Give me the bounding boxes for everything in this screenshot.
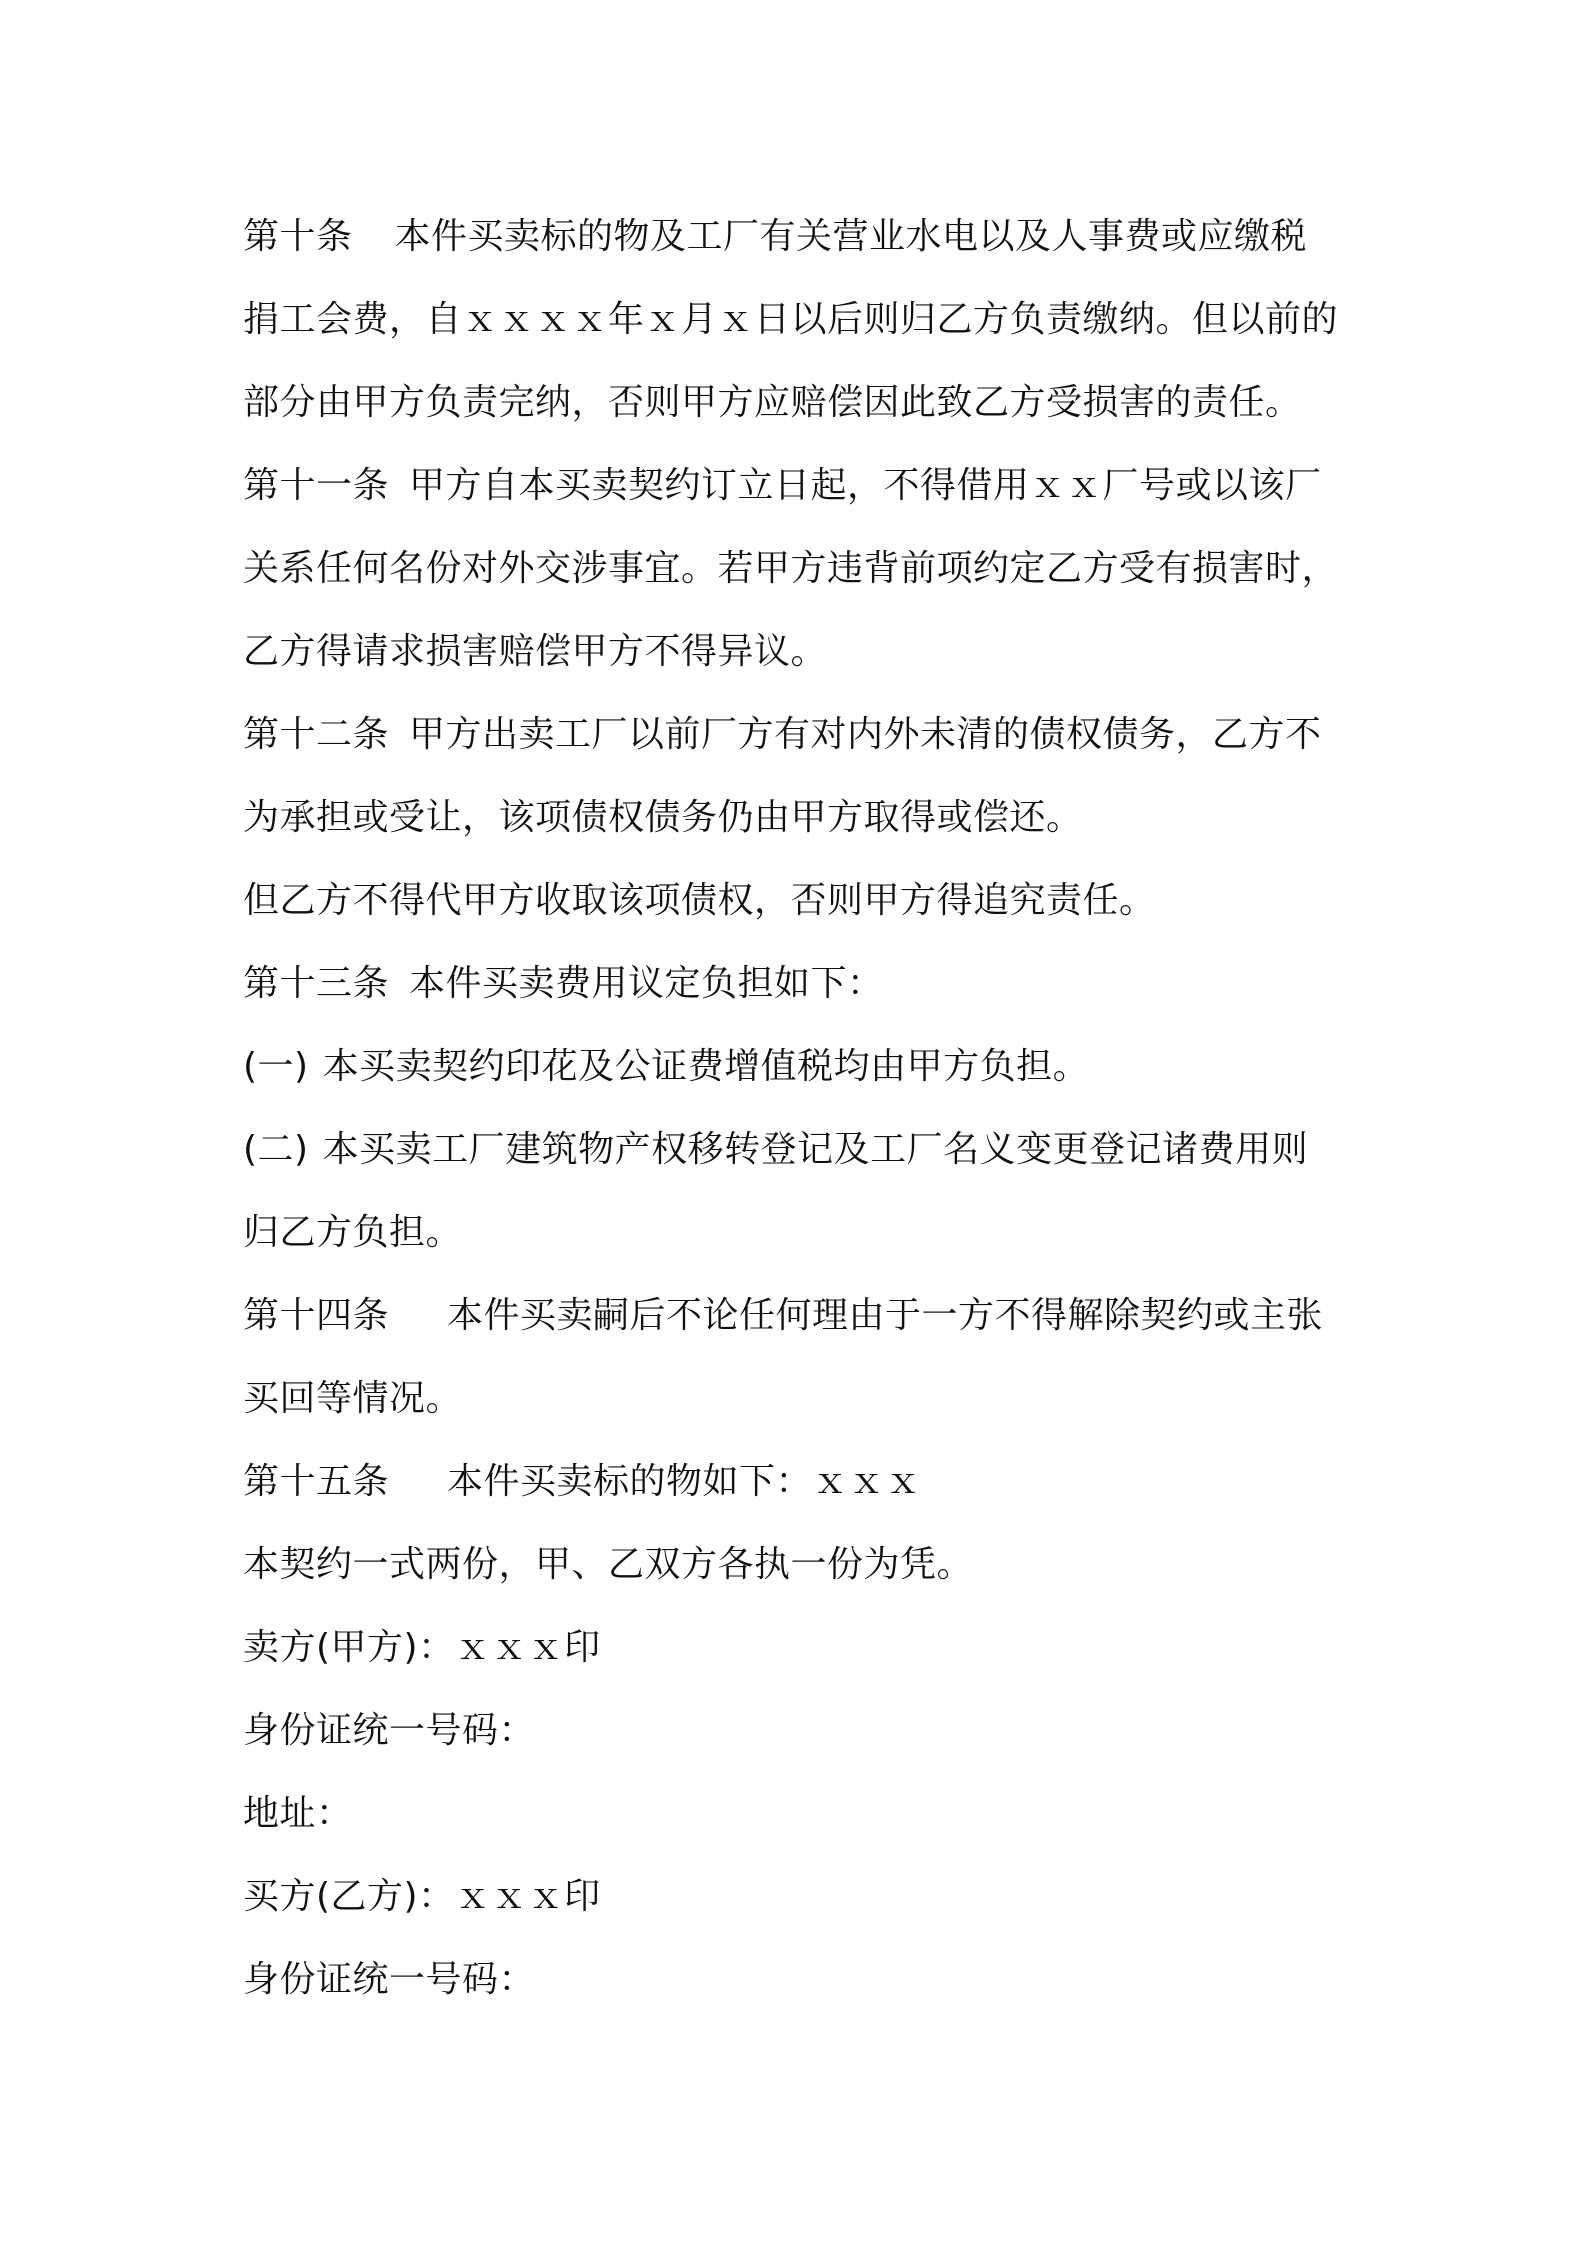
article-text: 买回等情况。	[243, 1378, 463, 1419]
item-label: (一)	[243, 1046, 309, 1087]
article-10-line-3	[243, 361, 1363, 444]
statement-text: 本契约一式两份，甲、乙双方各执一份为凭。	[243, 1544, 974, 1585]
article-label: 第十二条	[243, 714, 390, 755]
seller-address-label: 地址：	[243, 1793, 353, 1834]
article-14-line-2	[243, 1357, 1363, 1440]
contract-body	[243, 195, 1363, 2021]
article-text: 部分由甲方负责完纳，否则甲方应赔偿因此致乙方受损害的责任。	[243, 382, 1302, 423]
article-label: 第十一条	[243, 465, 390, 506]
article-text: 乙方得请求损害赔偿甲方不得异议。	[243, 631, 828, 672]
article-text: 本件买卖标的物及工厂有关营业水电以及人事费或应缴税	[394, 216, 1308, 257]
article-13-item-2-line-2	[243, 1191, 1363, 1274]
seller-text: 卖方(甲方)：ｘｘｘ印	[243, 1627, 601, 1668]
buyer-signature	[243, 1855, 1363, 1938]
item-label: (二)	[243, 1129, 309, 1170]
article-13-item-2-line-1	[243, 1108, 1363, 1191]
article-label: 第十五条	[243, 1461, 390, 1502]
item-text: 本买卖契约印花及公证费增值税均由甲方负担。	[322, 1046, 1090, 1087]
article-text: 关系任何名份对外交涉事宜。若甲方违背前项约定乙方受有损害时，	[243, 548, 1339, 589]
copies-statement	[243, 1523, 1363, 1606]
article-text: 本件买卖费用议定负担如下：	[409, 963, 884, 1004]
article-12-line-3	[243, 859, 1363, 942]
item-text: 归乙方负担。	[243, 1212, 463, 1253]
article-text: 本件买卖嗣后不论任何理由于一方不得解除契约或主张	[447, 1295, 1324, 1336]
article-11-line-2	[243, 527, 1363, 610]
seller-signature	[243, 1606, 1363, 1689]
seller-id-number	[243, 1689, 1363, 1772]
article-11-line-1	[243, 444, 1363, 527]
article-10-line-2	[243, 278, 1363, 361]
article-text: 甲方出卖工厂以前厂方有对内外未清的债权债务，乙方不	[409, 714, 1322, 755]
buyer-text: 买方(乙方)：ｘｘｘ印	[243, 1876, 601, 1917]
item-text: 本买卖工厂建筑物产权移转登记及工厂名义变更登记诸费用则	[322, 1129, 1309, 1170]
article-text: 甲方自本买卖契约订立日起，不得借用ｘｘ厂号或以该厂	[409, 465, 1322, 506]
seller-id-label: 身份证统一号码：	[243, 1710, 536, 1751]
buyer-id-number	[243, 1938, 1363, 2021]
article-13-item-1	[243, 1025, 1363, 1108]
article-label: 第十三条	[243, 963, 390, 1004]
article-label: 第十条	[243, 216, 353, 257]
article-14-line-1	[243, 1274, 1363, 1357]
article-text: 为承担或受让，该项债权债务仍由甲方取得或偿还。	[243, 797, 1083, 838]
article-text: 本件买卖标的物如下：ｘｘｘ	[447, 1461, 922, 1502]
article-text: 但乙方不得代甲方收取该项债权，否则甲方得追究责任。	[243, 880, 1156, 921]
article-12-line-2	[243, 776, 1363, 859]
article-13-line-1	[243, 942, 1363, 1025]
seller-address	[243, 1772, 1363, 1855]
buyer-id-label: 身份证统一号码：	[243, 1959, 536, 2000]
article-11-line-3	[243, 610, 1363, 693]
article-text: 捐工会费，自ｘｘｘｘ年ｘ月ｘ日以后则归乙方负责缴纳。但以前的	[243, 299, 1339, 340]
article-12-line-1	[243, 693, 1363, 776]
article-10-line-1	[243, 195, 1363, 278]
article-15-line-1	[243, 1440, 1363, 1523]
article-label: 第十四条	[243, 1295, 390, 1336]
